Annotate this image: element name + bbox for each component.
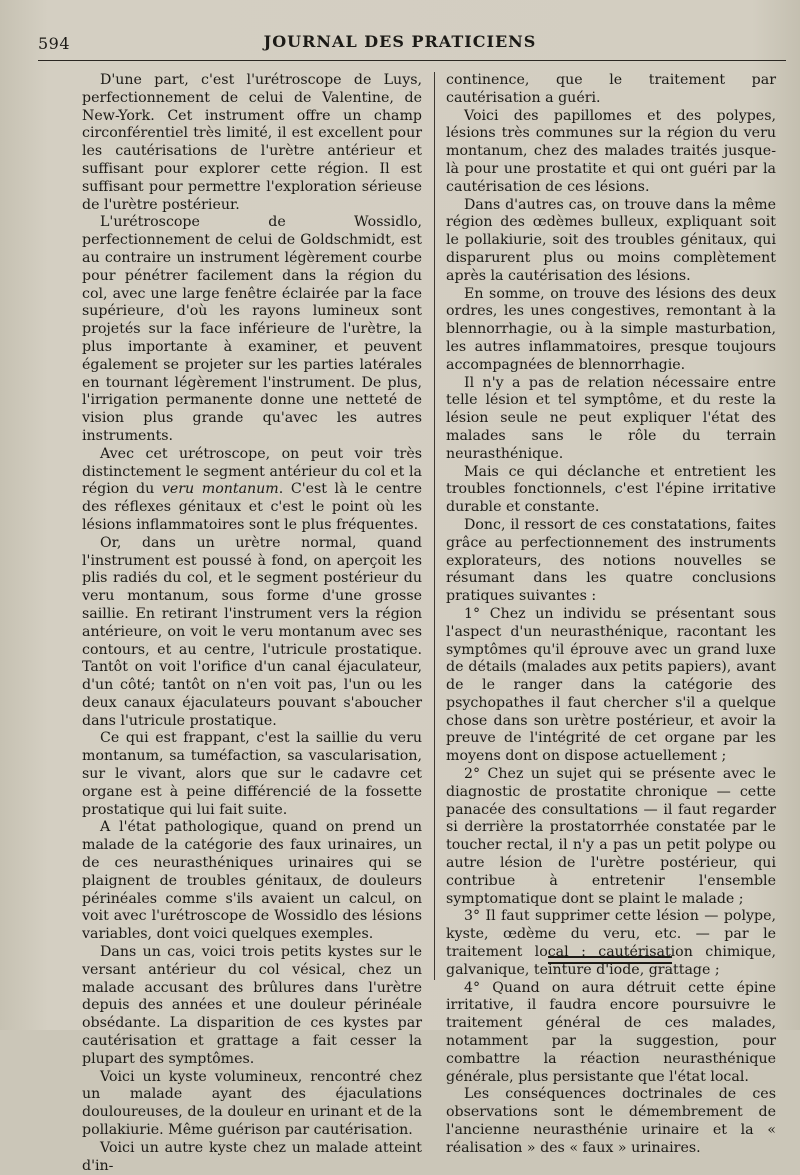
- paragraph: En somme, on trouve des lésions des deux ordres, les unes congestives, remontant à la blennorrhagie, ou à la simple masturbation, les autres inflammatoires, presque toujours accompagnées de blennorrhagie.: [446, 285, 776, 373]
- paragraph: Or, dans un urètre normal, quand l'instrument est poussé à fond, on aperçoit les plis radiés du col, et le segment postérieur du veru montanum, sous forme d'une grosse saillie. En retirant l'instrument vers la région antérieure, on voit le veru montanum avec ses contours, et au centre, l'utricule prostatique. Tantôt on voit l'orifice d'un canal éjaculateur, d'un côté; tantôt on n'en voit pas, l'un ou les deux canaux éjaculateurs pouvant s'aboucher dans l'utricule prostatique.: [82, 534, 422, 729]
- paragraph: Voici un kyste volumineux, rencontré chez un malade ayant des éjaculations douloureuses, de la douleur en urinant et de la pollakiurie. Même guérison par cautérisation.: [82, 1068, 422, 1139]
- paragraph: Avec cet urétroscope, on peut voir très distinctement le segment antérieur du col et la région du veru montanum. C'est là le centre des réflexes génitaux et c'est le point où les lésions inflammatoires sont le plus fréquentes.: [82, 445, 422, 533]
- paragraph: Ce qui est frappant, c'est la saillie du veru montanum, sa tuméfaction, sa vascularisation, sur le vivant, alors que sur le cadavre cet organe est à peine différencié de la fossette prostatique qui lui fait suite.: [82, 730, 422, 818]
- paragraph: D'une part, c'est l'urétroscope de Luys, perfectionnement de celui de Valentine, de New-York. Cet instrument offre un champ circonférentiel très limité, il est excellent pour les cautérisations de l'urètre antérieur et suffisant pour explorer cette région. Il est suffisant pour permettre l'exploration sérieuse de l'urètre postérieur.: [82, 72, 422, 213]
- paragraph: A l'état pathologique, quand on prend un malade de la catégorie des faux urinaires, un de ces neurasthéniques urinaires qui se plaignent de troubles génitaux, de douleurs périnéales comme s'ils avaient un calcul, on voit avec l'urétroscope de Wossidlo des lésions variables, dont voici quelques exemples.: [82, 819, 422, 943]
- paragraph: Les conséquences doctrinales de ces observations sont le démembrement de l'ancienne neurasthénie urinaire et la « réalisation » des « faux » urinaires.: [446, 1086, 776, 1156]
- numbered-conclusion: 2° Chez un sujet qui se présente avec le diagnostic de prostatite chronique — cette panacée des consultations — il faut regarder si derrière la prostatorrhée constatée par le toucher rectal, il n'y a pas un petit polype ou autre lésion de l'urètre postérieur, qui contribue à entretenir l'ensemble symptomatique dont se plaint le malade ;: [446, 766, 776, 907]
- paragraph: Voici des papillomes et des polypes, lésions très communes sur la région du veru montanum, chez des malades traités jusque-là pour une prostatite et qui ont guéri par la cautérisation de ces lésions.: [446, 107, 776, 195]
- paragraph: Dans d'autres cas, on trouve dans la même région des œdèmes bulleux, expliquant soit le pollakiurie, soit des troubles génitaux, qui disparurent plus ou moins complètement après la cautérisation des lésions.: [446, 196, 776, 284]
- column-divider: [434, 72, 435, 980]
- page-number: 594: [38, 34, 71, 53]
- paragraph-continuation: continence, que le traitement par cautérisation a guéri.: [446, 72, 776, 106]
- page-header: [0, 26, 800, 60]
- italic-term: veru montanum: [161, 481, 279, 498]
- numbered-conclusion: 3° Il faut supprimer cette lésion — polype, kyste, œdème du veru, etc. — par le traitement local : cautérisation chimique, galvanique, teinture d'iode, grattage ;: [446, 908, 776, 978]
- paragraph: L'urétroscope de Wossidlo, perfectionnement de celui de Goldschmidt, est au contraire un instrument légèrement courbe pour pénétrer facilement dans la région du col, avec une large fenêtre éclairée par la face supérieure, d'où les rayons lumineux sont projetés sur la face inférieure de l'urètre, la plus importante à examiner, et peuvent également se projeter sur les parties latérales en tournant légèrement l'instrument. De plus, l'irrigation permanente donne une netteté de vision plus grande qu'avec les autres instruments.: [82, 214, 422, 444]
- left-column: [82, 72, 422, 1175]
- paragraph: Donc, il ressort de ces constatations, faites grâce au perfectionnement des instruments explorateurs, des notions nouvelles se résumant dans les quatre conclusions pratiques suivantes :: [446, 516, 776, 605]
- paragraph: Dans un cas, voici trois petits kystes sur le versant antérieur du col vésical, chez un malade accusant des brûlures dans l'urètre depuis des années et une douleur périnéale obsédante. La disparition de ces kystes par cautérisation et grattage a fait cesser la plupart des symptômes.: [82, 944, 422, 1067]
- paragraph: Voici un autre kyste chez un malade atteint d'in-: [82, 1139, 422, 1174]
- numbered-conclusion: 4° Quand on aura détruit cette épine irritative, il faudra encore poursuivre le traitement général de ces malades, notamment par la suggestion, pour combattre la réaction neurasthénique générale, plus persistante que l'état local.: [446, 979, 776, 1085]
- paragraph: Il n'y a pas de relation nécessaire entre telle lésion et tel symptôme, et du reste la lésion seule ne peut expliquer l'état des malades sans le rôle du terrain neurasthénique.: [446, 374, 776, 462]
- right-column: [446, 72, 776, 1158]
- numbered-conclusion: 1° Chez un individu se présentant sous l'aspect d'un neurasthénique, racontant les symptômes qu'il éprouve avec un grand luxe de détails (malades aux petits papiers), avant de le ranger dans la catégorie des psychopathes il faut chercher s'il a quelque chose dans son urètre postérieur, et avoir la preuve de l'intégrité de cet organe par les moyens dont on dispose actuellement ;: [446, 605, 776, 765]
- header-rule: [38, 60, 786, 61]
- paragraph: Mais ce qui déclanche et entretient les troubles fonctionnels, c'est l'épine irritative durable et constante.: [446, 463, 776, 516]
- running-title: JOURNAL DES PRATICIENS: [263, 32, 537, 51]
- article-end-rule: [548, 956, 672, 968]
